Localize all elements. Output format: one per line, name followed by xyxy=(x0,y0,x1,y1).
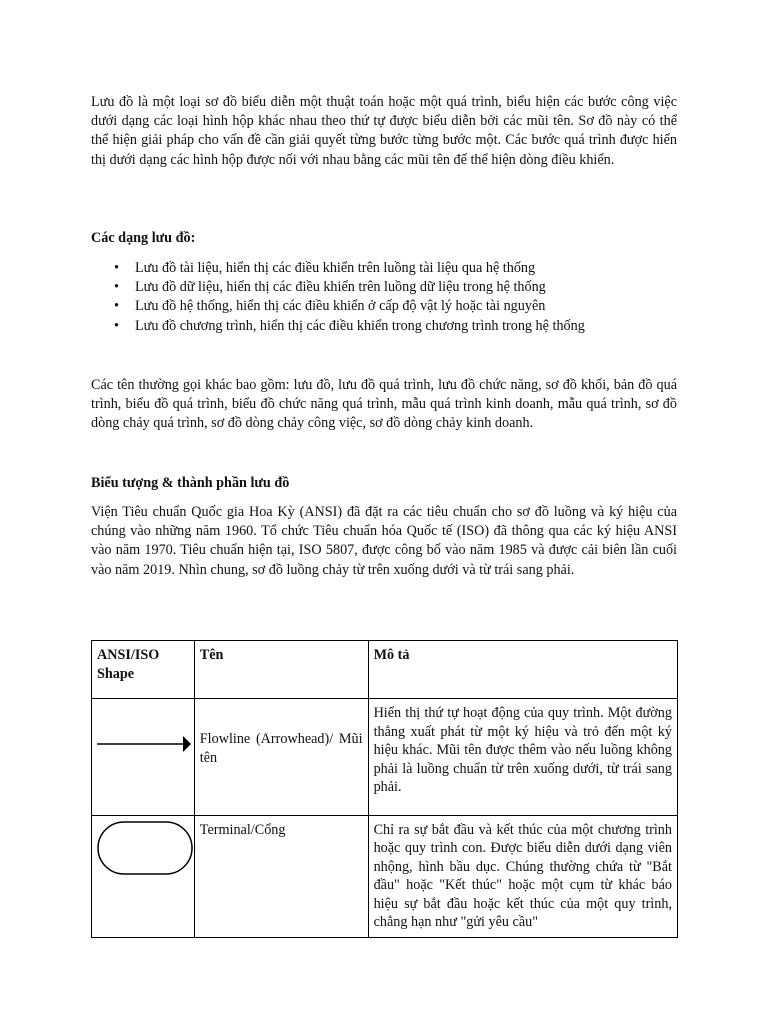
description-cell: Hiển thị thứ tự hoạt động của quy trình. Một đường thẳng xuất phát từ một ký hiệu và trỏ đến một ký hiệu khác. Mũi tên được thêm vào nếu luồng không phải là luồng chuẩn từ trên xuống dưới, từ trái sang phải. xyxy=(368,699,677,816)
name-cell xyxy=(194,699,368,816)
bullet-icon: • xyxy=(114,298,119,315)
shape-cell xyxy=(92,815,195,937)
table-row xyxy=(92,699,678,816)
list-item xyxy=(91,278,585,297)
list-item-text: Lưu đồ tài liệu, hiển thị các điều khiển trên luồng tài liệu qua hệ thống xyxy=(135,260,536,276)
bullet-icon: • xyxy=(114,317,119,334)
symbols-paragraph: Viện Tiêu chuẩn Quốc gia Hoa Kỳ (ANSI) đã đặt ra các tiêu chuẩn cho sơ đồ luồng và ký hiệu của chúng vào những năm 1960. Tổ chức Tiêu chuẩn hóa Quốc tế (ISO) đã thông qua các ký hiệu ANSI vào năm 1970. Tiêu chuẩn hiện tại, ISO 5807, được công bố vào năm 1985 và được cải biên lần cuối vào năm 2019. Nhìn chung, sơ đồ luồng chảy từ trên xuống dưới và từ trái sang phải. xyxy=(91,504,677,578)
bullet-icon: • xyxy=(114,260,119,276)
header-name: Tên xyxy=(194,641,368,699)
other-names-paragraph: Các tên thường gọi khác bao gồm: lưu đồ, lưu đồ quá trình, lưu đồ chức năng, sơ đồ khối, bản đồ quá trình, biểu đồ quá trình, biểu đồ chức năng quá trình, mẫu quá trình kinh doanh, mẫu quá trình, sơ đồ dòng chảy quá trình, sơ đồ dòng chảy công việc, sơ đồ dòng chảy kinh doanh. xyxy=(91,377,677,432)
terminal-icon xyxy=(97,821,195,881)
list-item-text: Lưu đồ hệ thống, hiển thị các điều khiển ở cấp độ vật lý hoặc tài nguyên xyxy=(135,298,546,315)
name-cell: Terminal/Cổng xyxy=(194,815,368,937)
header-shape: ANSI/ISO Shape xyxy=(92,641,195,699)
table-header-row xyxy=(92,641,678,699)
flowchart-types-list xyxy=(91,259,585,336)
shape-name: Flowline (Arrowhead)/ Mũi tên xyxy=(199,731,363,766)
flowchart-types-heading: Các dạng lưu đồ: xyxy=(91,230,196,246)
intro-paragraph: Lưu đồ là một loại sơ đồ biểu diễn một thuật toán hoặc một quá trình, biểu hiện các bước công việc dưới dạng các loại hình hộp khác nhau theo thứ tự được biểu diễn bởi các mũi tên. Sơ đồ này có thể thể hiện giải pháp cho vấn đề cần giải quyết từng bước từng bước một. Các bước quá trình được hiển thị dưới dạng các hình hộp được nối với nhau bằng các mũi tên để thể hiện dòng điều khiển. xyxy=(91,94,677,168)
description-cell: Chỉ ra sự bắt đầu và kết thúc của một chương trình hoặc quy trình con. Được biểu diễn dưới dạng viên nhộng, hình bầu dục. Chúng thường chứa từ "Bắt đầu" hoặc "Kết thúc" hoặc một cụm từ khác báo hiệu sự bắt đầu hoặc kết thúc của một quy trình, chẳng hạn như "gửi yêu cầu" xyxy=(368,815,677,937)
arrow-icon xyxy=(97,704,195,804)
header-description: Mô tả xyxy=(368,641,677,699)
list-item-text: Lưu đồ dữ liệu, hiển thị các điều khiển trên luồng dữ liệu trong hệ thống xyxy=(135,279,546,296)
list-item-text: Lưu đồ chương trình, hiển thị các điều khiển trong chương trình trong hệ thống xyxy=(135,317,585,334)
table-row xyxy=(92,815,678,937)
list-item xyxy=(91,317,585,336)
list-item xyxy=(91,259,585,278)
symbols-table xyxy=(91,640,678,938)
symbols-heading: Biểu tượng & thành phần lưu đồ xyxy=(91,475,290,491)
shape-cell xyxy=(92,699,195,816)
list-item xyxy=(91,297,585,316)
bullet-icon: • xyxy=(114,279,119,296)
